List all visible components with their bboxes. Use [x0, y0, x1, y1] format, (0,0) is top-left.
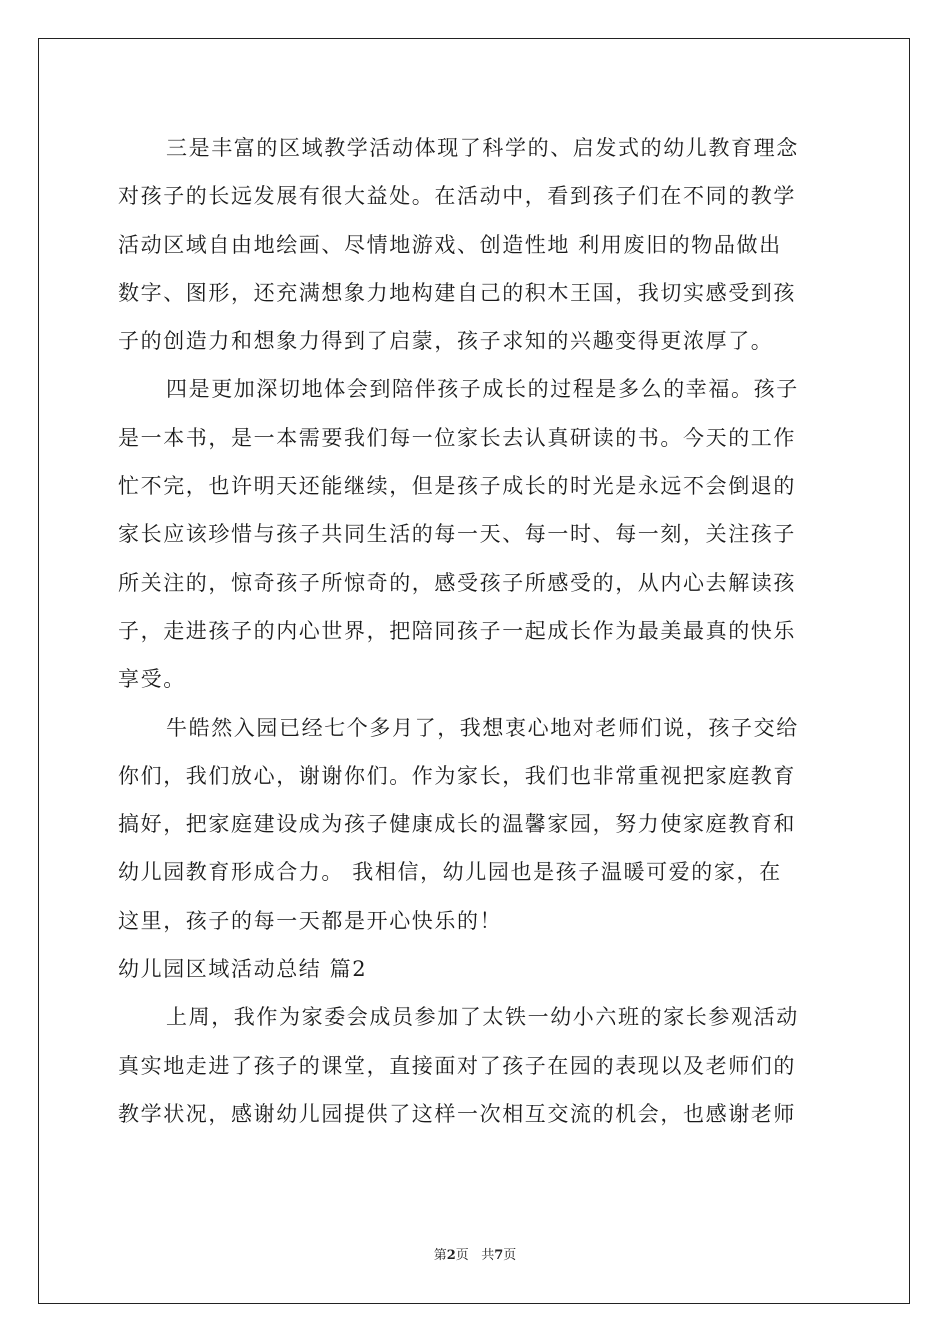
- text-line: 享受。: [118, 667, 186, 692]
- paragraph-1: [118, 124, 838, 365]
- paragraph-3: [118, 704, 838, 945]
- text-line: 教学状况，感谢幼儿园提供了这样一次相互交流的机会，也感谢老师: [118, 1101, 796, 1126]
- paragraph-2: [118, 365, 838, 703]
- text-line: 幼儿园教育形成合力。 我相信，幼儿园也是孩子温暖可爱的家，在: [118, 860, 782, 885]
- text-line: 所关注的，惊奇孩子所惊奇的，感受孩子所感受的，从内心去解读孩: [118, 570, 796, 595]
- text-line: 忙不完，也许明天还能继续，但是孩子成长的时光是永远不会倒退的: [118, 474, 796, 499]
- text-line: 这里，孩子的每一天都是开心快乐的！: [118, 908, 503, 933]
- page-number: 第2页: [433, 1248, 469, 1263]
- text-line: 四是更加深切地体会到陪伴孩子成长的过程是多么的幸福。孩子: [166, 377, 799, 402]
- text-line: 子，走进孩子的内心世界，把陪同孩子一起成长作为最美最真的快乐: [118, 618, 796, 643]
- text-line: 数字、图形，还充满想象力地构建自己的积木王国，我切实感受到孩: [118, 280, 796, 305]
- text-line: 活动区域自由地绘画、尽情地游戏、创造性地 利用废旧的物品做出: [118, 232, 782, 257]
- paragraph-4: [118, 993, 838, 1138]
- text-line: 你们，我们放心，谢谢你们。作为家长，我们也非常重视把家庭教育: [118, 763, 796, 788]
- page-total: 共7页: [481, 1248, 517, 1263]
- text-line: 牛皓然入园已经七个多月了，我想衷心地对老师们说，孩子交给: [166, 715, 799, 740]
- text-line: 是一本书，是一本需要我们每一位家长去认真研读的书。今天的工作: [118, 425, 796, 450]
- text-line: 三是丰富的区域教学活动体现了科学的、启发式的幼儿教育理念: [166, 136, 799, 160]
- document-body: [118, 124, 838, 1138]
- text-line: 子的创造力和想象力得到了启蒙，孩子求知的兴趣变得更浓厚了。: [118, 329, 774, 354]
- section-heading: 幼儿园区域活动总结 篇2: [118, 957, 368, 982]
- text-line: 家长应该珍惜与孩子共同生活的每一天、每一时、每一刻，关注孩子: [118, 522, 796, 547]
- page-footer: [0, 1244, 950, 1263]
- text-line: 上周，我作为家委会成员参加了太铁一幼小六班的家长参观活动: [166, 1005, 799, 1030]
- text-line: 对孩子的长远发展有很大益处。在活动中，看到孩子们在不同的教学: [118, 184, 796, 209]
- text-line: 搞好，把家庭建设成为孩子健康成长的温馨家园，努力使家庭教育和: [118, 812, 796, 837]
- text-line: 真实地走进了孩子的课堂，直接面对了孩子在园的表现以及老师们的: [118, 1053, 796, 1078]
